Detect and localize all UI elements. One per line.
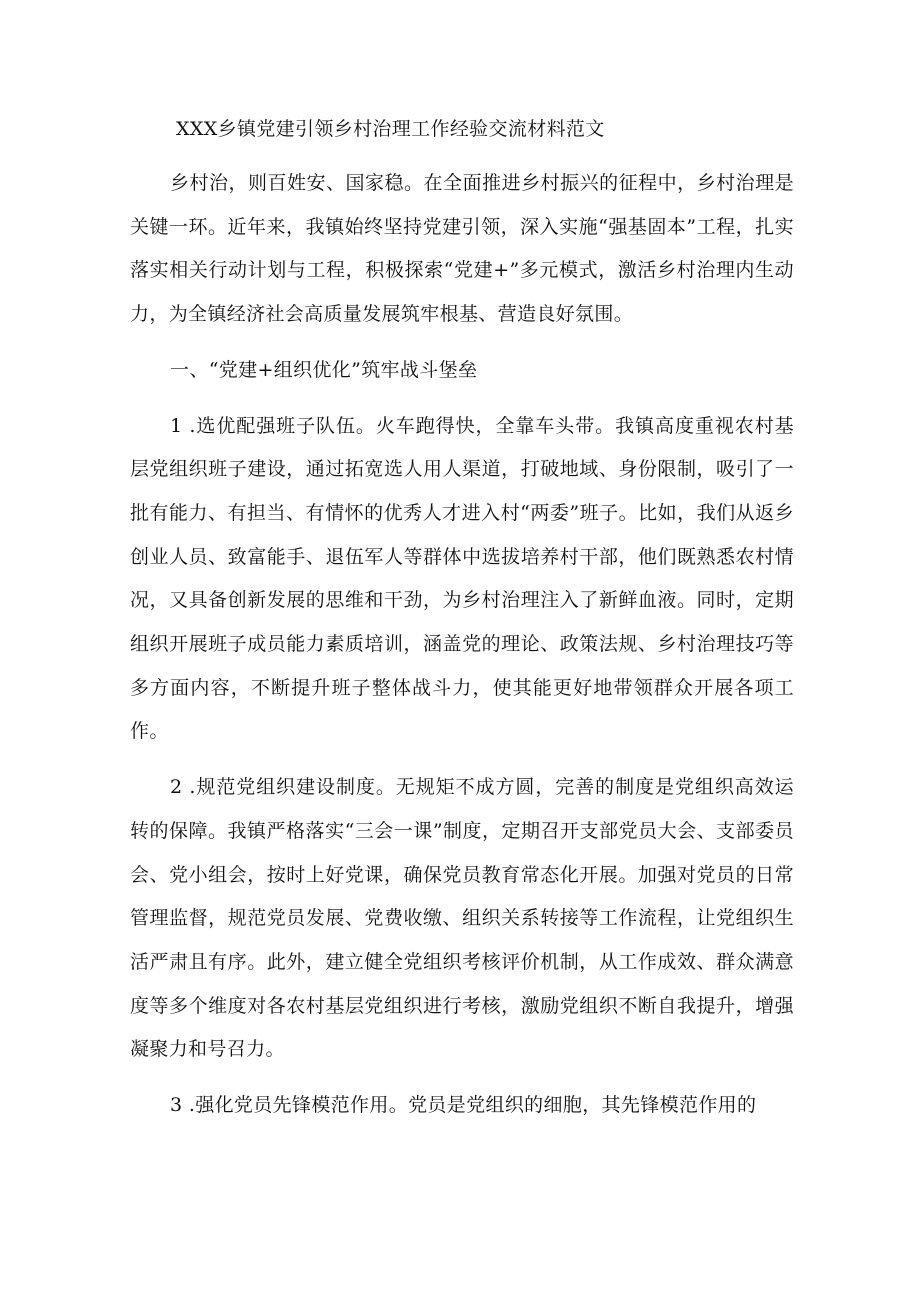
item-paragraph-1: 1 .选优配强班子队伍。火车跑得快，全靠车头带。我镇高度重视农村基层党组织班子建设，通过拓宽选人用人渠道，打破地域、身份限制，吸引了一批有能力、有担当、有情怀的优秀人才进入村“两委”班子。比如，我们从返乡创业人员、致富能手、退伍军人等群体中选拔培养村干部，他们既熟悉农村情况，又具备创新发展的思维和干劲，为乡村治理注入了新鲜血液。同时，定期组织开展班子成员能力素质培训，涵盖党的理论、政策法规、乡村治理技巧等多方面内容，不断提升班子整体战斗力，使其能更好地带领群众开展各项工作。 [130, 414, 794, 743]
document-title: XXX乡镇党建引领乡村治理工作经验交流材料范文 [176, 118, 605, 140]
section-heading: 一、“党建+组织优化”筑牢战斗堡垒 [170, 358, 478, 381]
item-paragraph-2: 2 .规范党组织建设制度。无规矩不成方圆，完善的制度是党组织高效运转的保障。我镇严格落实“三会一课”制度，定期召开支部党员大会、支部委员会、党小组会，按时上好党课，确保党员教育常态化开展。加强对党员的日常管理监督，规范党员发展、党费收缴、组织关系转接等工作流程，让党组织生活严肃且有序。此外，建立健全党组织考核评价机制，从工作成效、群众满意度等多个维度对各农村基层党组织进行考核，激励党组织不断自我提升，增强凝聚力和号召力。 [130, 776, 794, 1061]
document-body [130, 108, 794, 1140]
intro-paragraph: 乡村治，则百姓安、国家稳。在全面推进乡村振兴的征程中，乡村治理是关键一环。近年来，我镇始终坚持党建引领，深入实施“强基固本”工程，扎实落实相关行动计划与工程，积极探索“党建+”多元模式，激活乡村治理内生动力，为全镇经济社会高质量发展筑牢根基、营造良好氛围。 [130, 172, 794, 326]
item-paragraph-3: 3 .强化党员先锋模范作用。党员是党组织的细胞，其先锋模范作用的 [170, 1094, 757, 1117]
